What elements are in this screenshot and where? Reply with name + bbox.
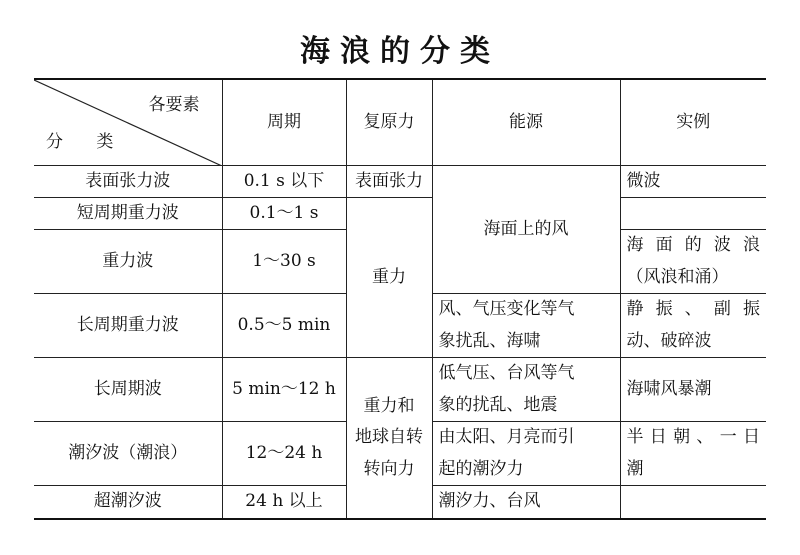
cell-type: 长周期波: [34, 358, 222, 422]
example-line: 潮: [626, 458, 644, 479]
cell-period: 0.5～5 min: [222, 294, 346, 358]
cell-type: 长周期重力波: [34, 294, 222, 358]
cell-energy: [432, 358, 620, 422]
energy-line: 低气压、台风等气: [438, 363, 575, 384]
wave-classification-table: [34, 78, 766, 520]
example-line: 静振、副振: [626, 299, 760, 320]
energy-line: 起的潮汐力: [438, 458, 524, 479]
example-line: 半日朝、一日: [626, 427, 760, 448]
table-row: [34, 197, 766, 229]
cell-period: 5 min～12 h: [222, 358, 346, 422]
energy-line: 象扰乱、海啸: [438, 330, 541, 351]
cell-period: 0.1 s 以下: [222, 165, 346, 197]
header-restoring-force: 复原力: [346, 79, 432, 165]
cell-force: 表面张力: [346, 165, 432, 197]
page-title: 海浪的分类: [300, 34, 500, 69]
cell-example: 微波: [620, 165, 766, 197]
corner-top-label: 各要素: [148, 95, 200, 115]
cell-type: 重力波: [34, 230, 222, 294]
cell-force-gravity-coriolis: [346, 358, 432, 519]
header-period: 周期: [222, 79, 346, 165]
cell-example: [620, 422, 766, 486]
cell-energy: [432, 294, 620, 358]
cell-energy: 潮汐力、台风: [432, 486, 620, 519]
cell-example: [620, 230, 766, 294]
table-row: [34, 358, 766, 422]
energy-line: 由太阳、月亮而引: [438, 427, 575, 448]
cell-period: 12～24 h: [222, 422, 346, 486]
cell-type: 潮汐波（潮浪）: [34, 422, 222, 486]
table-row: [34, 165, 766, 197]
energy-line: 风、气压变化等气: [438, 299, 575, 320]
header-example: 实例: [620, 79, 766, 165]
corner-header-cell: [34, 79, 222, 165]
cell-example: [620, 486, 766, 519]
example-line: （风浪和涌）: [626, 266, 729, 287]
example-line: 海面的波浪: [626, 235, 760, 256]
cell-example: [620, 294, 766, 358]
force-line: 地球自转: [355, 427, 423, 448]
cell-period: 0.1～1 s: [222, 197, 346, 229]
force-line: 转向力: [363, 458, 415, 479]
cell-energy-wind: 海面上的风: [432, 165, 620, 294]
cell-type: 表面张力波: [34, 165, 222, 197]
cell-energy: [432, 422, 620, 486]
header-energy-source: 能源: [432, 79, 620, 165]
cell-period: 24 h 以上: [222, 486, 346, 519]
force-line: 重力和: [363, 395, 415, 416]
example-line: 动、破碎波: [626, 330, 712, 351]
cell-type: 短周期重力波: [34, 197, 222, 229]
corner-bottom-label: 分 类: [46, 132, 128, 153]
cell-example: 海啸风暴潮: [620, 358, 766, 422]
energy-line: 象的扰乱、地震: [438, 394, 558, 415]
cell-example: [620, 197, 766, 229]
table-header-row: [34, 79, 766, 165]
cell-period: 1～30 s: [222, 230, 346, 294]
cell-type: 超潮汐波: [34, 486, 222, 519]
cell-force-gravity: 重力: [346, 197, 432, 357]
